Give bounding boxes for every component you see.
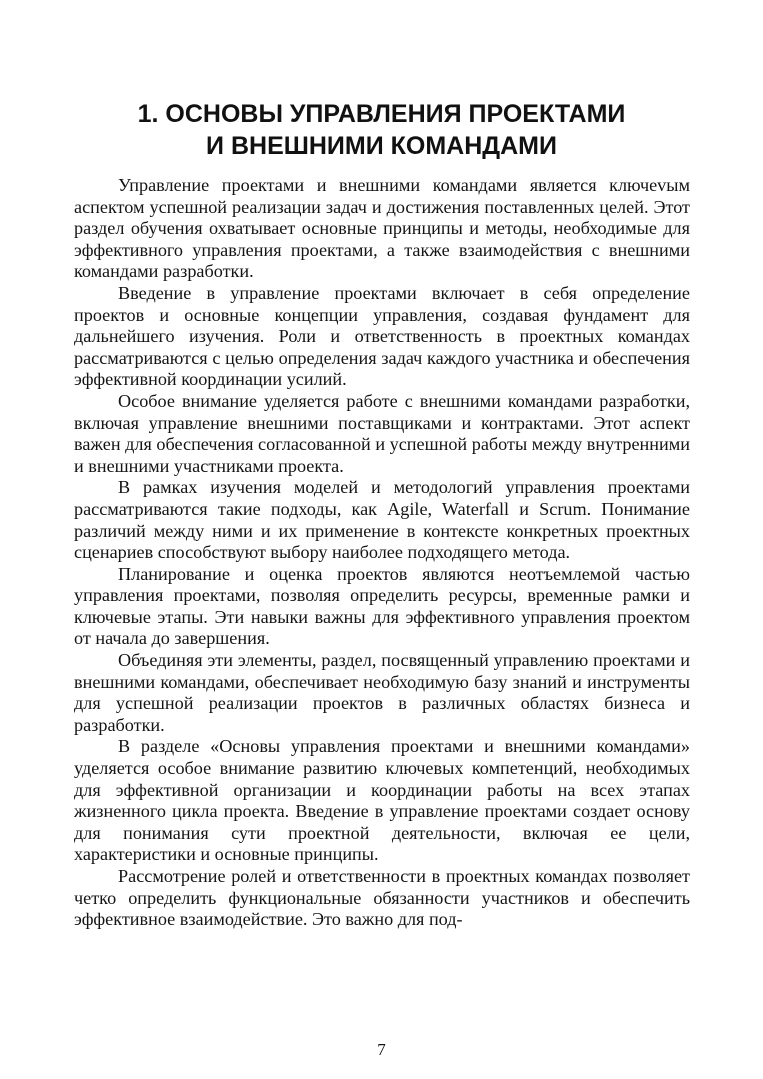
paragraph: В разделе «Основы управления проектами и внешними командами» уделяется особое внимание развитию ключевых компетенций, необходимых для эффективной организации и координации работы на всех этапах жизненного цикла проекта. Введение в управление проектами создает основу для понимания сути проектной деятельности, включая ее цели, характеристики и основные принципы. [74, 736, 690, 865]
paragraph: В рамках изучения моделей и методологий управления проектами рассматриваются такие подходы, как Agile, Waterfall и Scrum. Понимание различий между ними и их применение в контексте конкретных проектных сценариев способствуют выбору наиболее подходящего метода. [74, 477, 690, 563]
body-text [74, 175, 690, 931]
paragraph: Введение в управление проектами включает в себя определение проектов и основные концепции управления, создавая фундамент для дальнейшего изучения. Роли и ответственность в проектных командах рассматриваются с целью определения задач каждого участника и обеспечения эффективной координации усилий. [74, 282, 690, 390]
chapter-title-line-1: 1. ОСНОВЫ УПРАВЛЕНИЯ ПРОЕКТАМИ [137, 100, 626, 128]
paragraph: Объединяя эти элементы, раздел, посвященный управлению проектами и внешними командами, обеспечивает необходимую базу знаний и инструменты для успешной реализации проектов в различных областях бизнеса и разработки. [74, 650, 690, 735]
page-number: 7 [377, 1040, 386, 1059]
paragraph: Рассмотрение ролей и ответственности в проектных командах позволяет четко определить функциональные обязанности участников и обеспечить эффективное взаимодействие. Это важно для под- [74, 866, 690, 930]
chapter-title [70, 98, 693, 162]
paragraph: Особое внимание уделяется работе с внешними командами разработки, включая управление внешними поставщиками и контрактами. Этот аспект важен для обеспечения согласованной и успешной работы между внутренними и внешними участниками проекта. [74, 390, 690, 476]
chapter-title-line-2: И ВНЕШНИМИ КОМАНДАМИ [206, 132, 557, 160]
paragraph: Планирование и оценка проектов являются неотъемлемой частью управления проектами, позволяя определить ресурсы, временные рамки и ключевые этапы. Эти навыки важны для эффективного управления проектом от начала до завершения. [74, 563, 690, 649]
paragraph: Управление проектами и внешними командами является ключеvым аспектом успешной реализации задач и достижения поставленных целей. Этот раздел обучения охватывает основные принципы и методы, необходимые для эффективного управления проектами, а также взаимодействия с внешними командами разработки. [74, 175, 690, 282]
